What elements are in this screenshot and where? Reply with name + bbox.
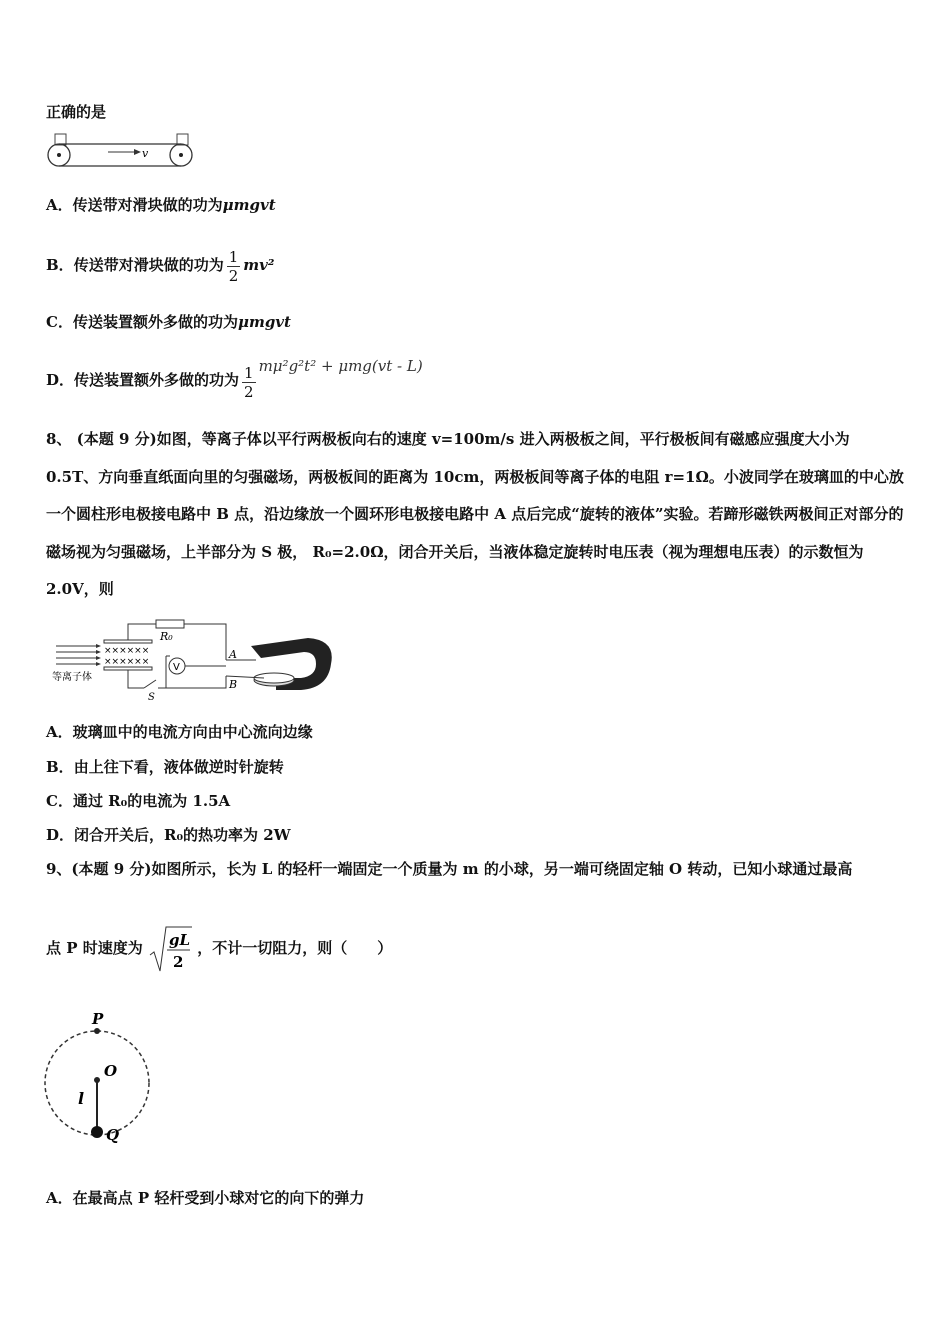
q7-stem-tail: 正确的是 [46, 103, 107, 121]
svg-text:gL: gL [168, 931, 191, 949]
fraction: $\frac{1}{2}$ [244, 364, 254, 401]
q9-option-a[interactable]: A．在最高点 P 轻杆受到小球对它的向下的弹力 [46, 1189, 365, 1207]
plasma-label: 等离子体 [52, 672, 92, 683]
svg-text:2: 2 [172, 953, 184, 971]
point-b-label: B [229, 678, 238, 691]
point-p [94, 1028, 100, 1034]
q7-option-a[interactable]: A．传送带对滑块做的功为μmgvt [46, 196, 276, 214]
q7-option-c[interactable]: C．传送装置额外多做的功为μmgvt [46, 313, 291, 331]
q7-option-b[interactable]: B．传送带对滑块做的功为 $\frac{1}{2}$ mv² [46, 247, 275, 285]
q9-stem-line1: 9、(本题 9 分)如图所示，长为 L 的轻杆一端固定一个质量为 m 的小球，另一端可绕固定轴 O 转动，已知小球通过最高 [46, 860, 853, 878]
velocity-label: v [142, 147, 149, 160]
q8-option-d[interactable]: D．闭合开关后，R₀的热功率为 2W [46, 826, 291, 844]
ball-q [91, 1126, 103, 1138]
velocity-arrow [134, 149, 141, 155]
block-right [177, 134, 188, 145]
q8-option-c[interactable]: C．通过 R₀的电流为 1.5A [46, 792, 231, 810]
circuit-figure [46, 618, 336, 704]
svg-text:V: V [173, 662, 180, 673]
fraction: $\frac{1}{2}$ [228, 247, 239, 285]
block-left [55, 134, 66, 145]
q7-option-d[interactable]: D．传送装置额外多做的功为 $\frac{1}{2}$ mμ²g²t² + μmg(vt - L) [46, 357, 423, 401]
field-x-row-1: ×××××× [104, 646, 150, 656]
switch-label: S [148, 692, 155, 703]
switch-s [144, 680, 156, 688]
svg-text:l: l [78, 1089, 85, 1108]
svg-text:Q: Q [106, 1126, 120, 1144]
svg-text:P: P [92, 1010, 104, 1028]
q9-stem-line2: 点 P 时速度为 gL 2 ，不计一切阻力，则（ ） [46, 923, 392, 973]
point-a-label: A [229, 648, 237, 661]
rotating-rod-figure [40, 1008, 160, 1148]
field-x-row-2: ×××××× [104, 657, 150, 667]
q8-stem: 8、 (本题 9 分)如图，等离子体以平行两极板向右的速度 v=100m/s 进入两极板之间，平行极板间有磁感应强度大小为 0.5T、方向垂直纸面向里的匀强磁场，两极板间的距离为 10cm，两极板间等离子体的电阻 r=1Ω。小波同学在玻璃皿的中心放一个圆柱形电极接电路中 B 点，沿边缘放一个圆环形电极接电路中 A 点后完成“旋转的液体”实验。若蹄形磁铁两极间正对部分的磁场视为匀强磁场，上半部分为 S 极， R₀=2.0Ω，闭合开关后，当液体稳定旋转时电压表（视为理想电压表）的示数恒为 2.0V，则 [46, 430, 904, 598]
q8-option-a[interactable]: A．玻璃皿中的电流方向由中心流向边缘 [46, 723, 313, 741]
q8-option-b[interactable]: B．由上往下看，液体做逆时针旋转 [46, 758, 284, 776]
r0-label: R₀ [160, 630, 173, 643]
svg-text:O: O [104, 1062, 118, 1080]
conveyor-belt-figure [44, 132, 198, 172]
resistor-r0 [156, 620, 184, 628]
sqrt-symbol [148, 925, 192, 973]
